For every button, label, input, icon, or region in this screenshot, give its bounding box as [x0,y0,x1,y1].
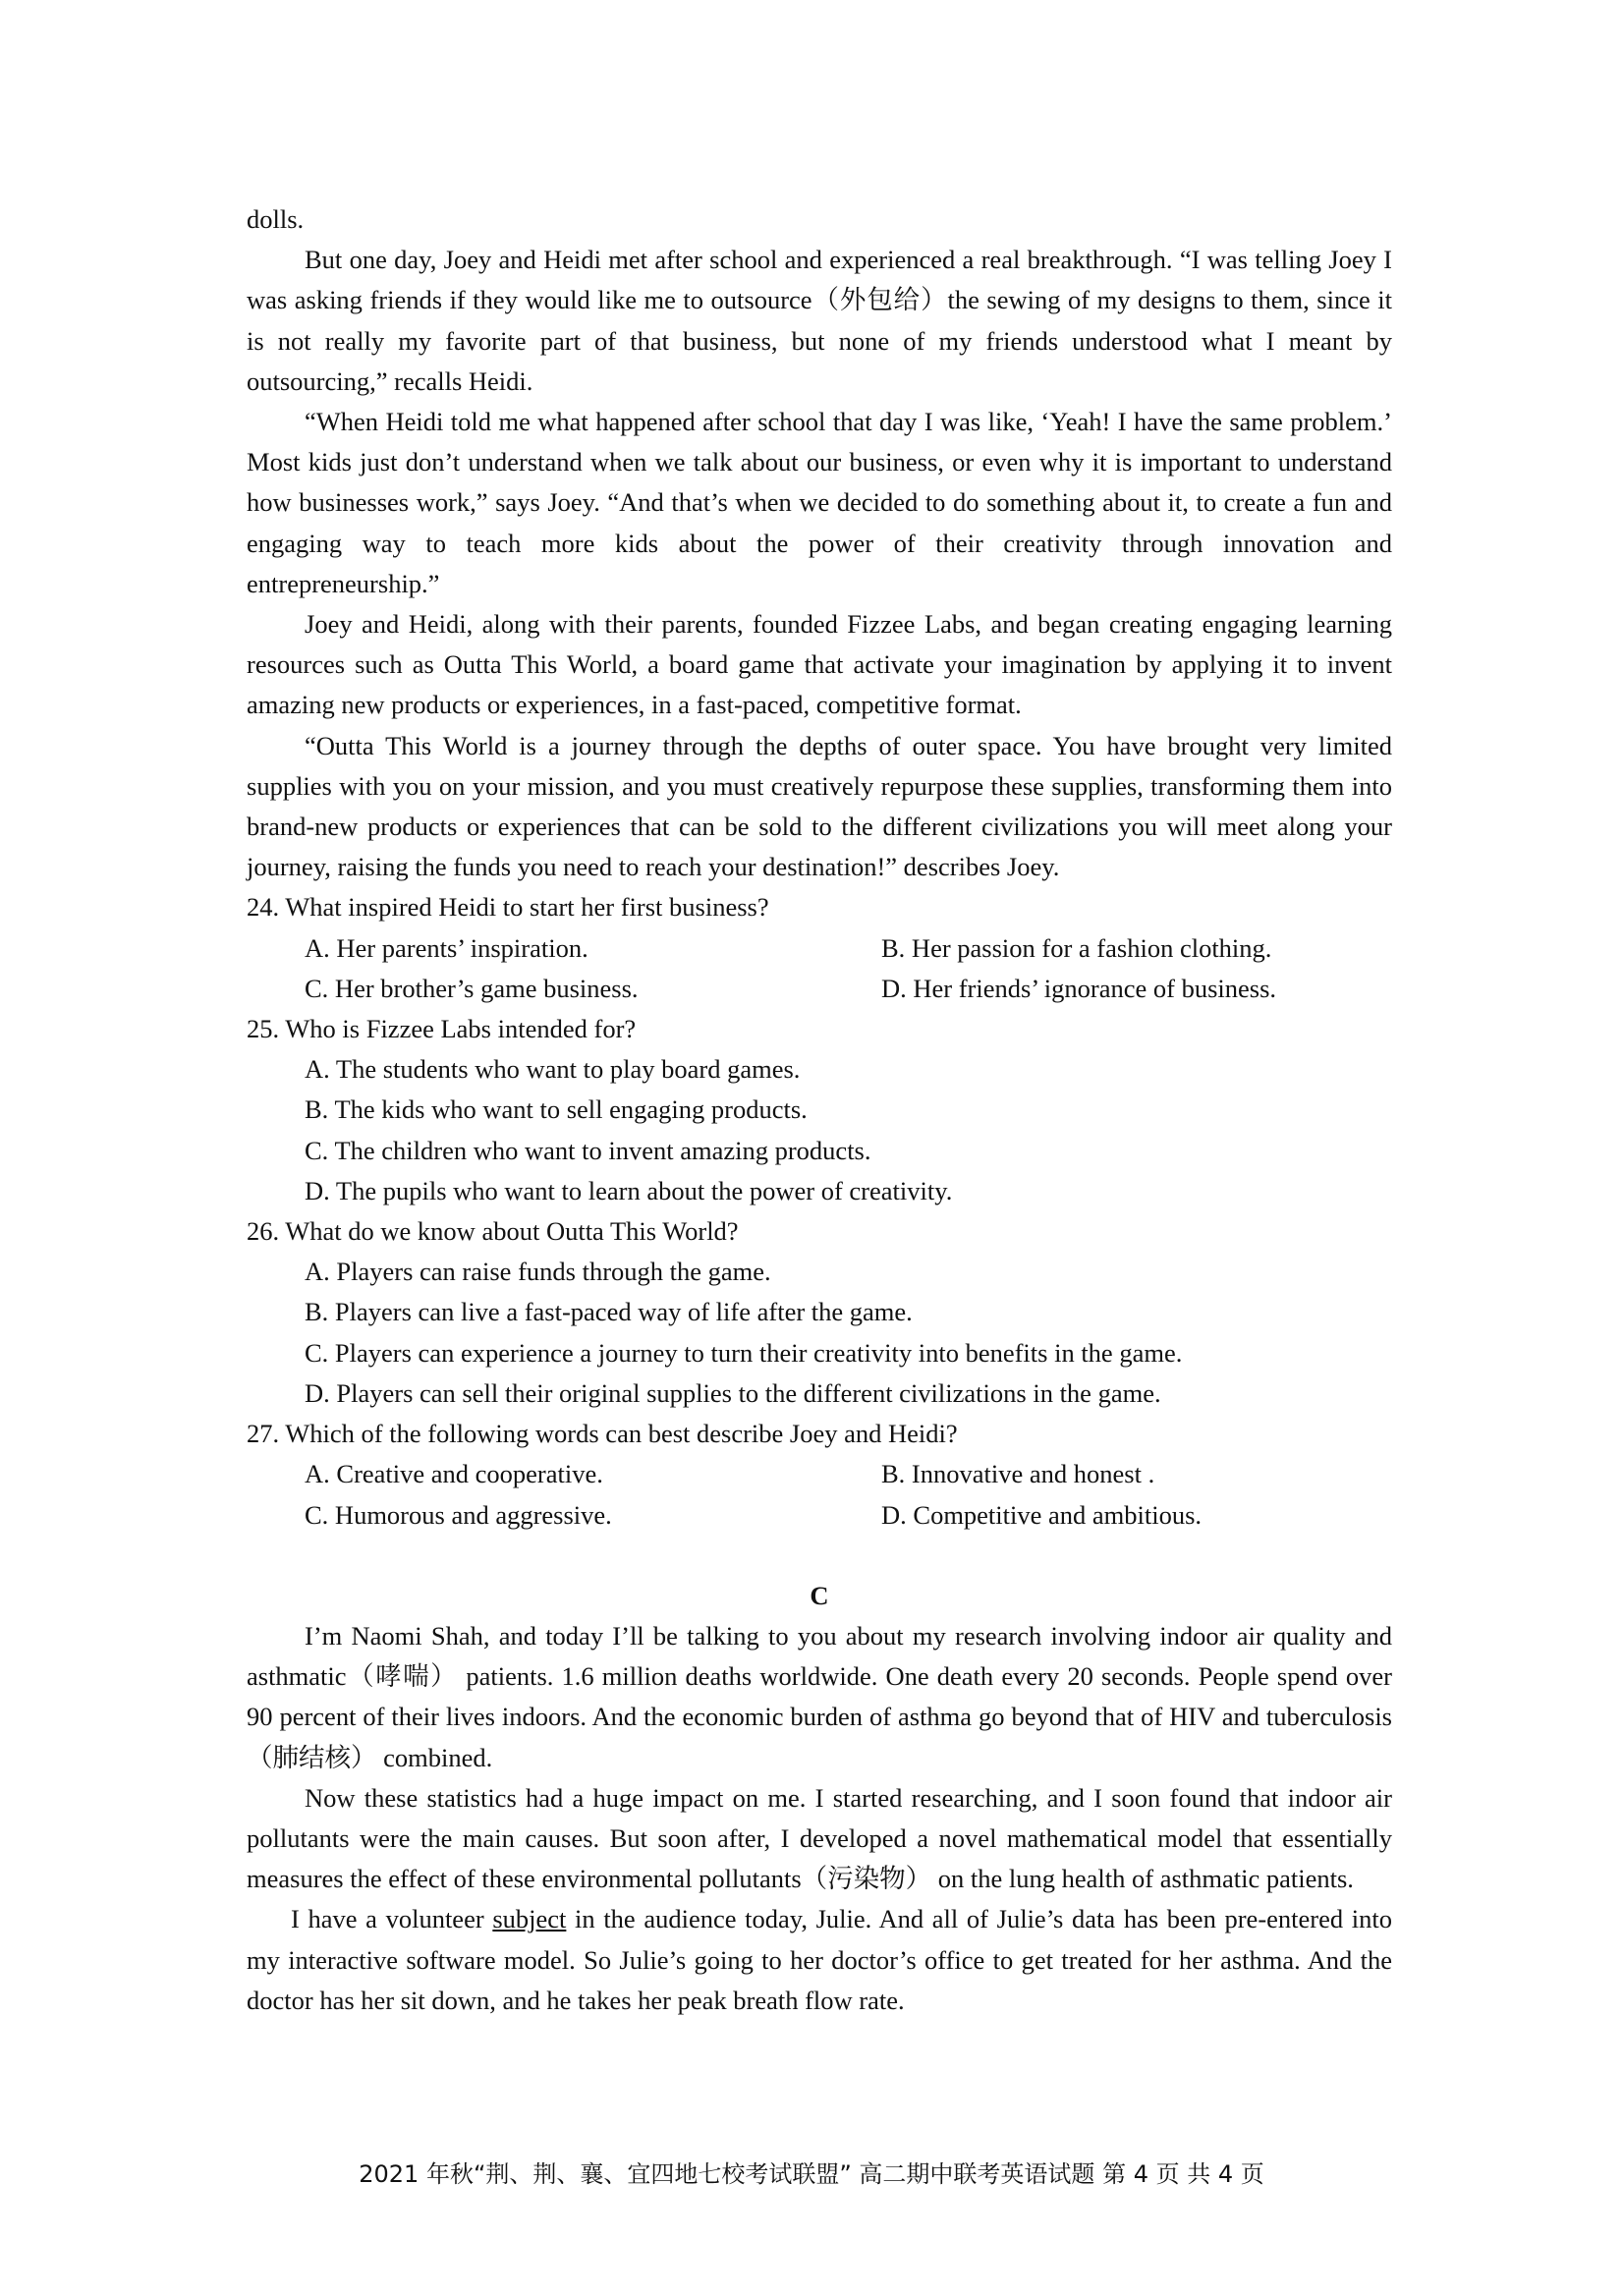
option-c: C. The children who want to invent amazing products. [305,1135,871,1165]
option-b: B. Her passion for a fashion clothing. [881,932,1272,963]
option-c: C. Her brother’s game business. [305,973,639,1003]
option-a: A. The students who want to play board games. [305,1054,801,1085]
question-24 [247,887,1392,1009]
question-stem: 26. What do we know about Outta This World? [247,1216,739,1247]
option-d: D. Players can sell their original supplies to the different civilizations in the game. [305,1377,1161,1408]
option-d: D. The pupils who want to learn about the power of creativity. [305,1175,953,1205]
option-d: D. Her friends’ ignorance of business. [881,973,1277,1003]
question-27 [247,1414,1392,1536]
passage-b-paragraph-1: But one day, Joey and Heidi met after school and experienced a real breakthrough. “I was telling Joey I was asking friends if they would like me to outsource（外包给）the sewing of my designs to them, since it is not really my favorite part of that business, but none of my friends understood what I meant by outsourcing,” recalls Heidi. [247,245,1392,396]
passage-b-line: dolls. [247,204,305,234]
option-c: C. Humorous and aggressive. [305,1499,612,1530]
passage-c-paragraph-1: I’m Naomi Shah, and today I’ll be talking to you about my research involving indoor air quality and asthmatic（哮喘） patients. 1.6 million deaths worldwide. One death every 20 seconds. People spend over 90 percent of their lives indoors. And the economic burden of asthma go beyond that of HIV and tuberculosis（肺结核） combined. [247,1620,1392,1772]
underlined-word: subject [492,1904,567,1934]
text-run: I have a volunteer [291,1904,493,1934]
page-footer: 2021 年秋“荆、荆、襄、宜四地七校考试联盟” 高二期中联考英语试题 第 4 页 共 4 页 [359,2160,1264,2188]
option-a: A. Her parents’ inspiration. [305,932,588,963]
passage-c-paragraph-2: Now these statistics had a huge impact on me. I started researching, and I soon found that indoor air pollutants were the main causes. But soon after, I developed a novel mathematical model that essentially measures the effect of these environmental pollutants（污染物） on the lung health of asthmatic patients. [247,1782,1392,1894]
passage-b-paragraph-3: Joey and Heidi, along with their parents, founded Fizzee Labs, and began creating engaging learning resources such as Outta This World, a board game that activate your imagination by applying it to invent amazing new products or experiences, in a fast-paced, competitive format. [247,609,1392,720]
text-run: in the audience today, Julie. And all of Julie’s data has been pre-entered into my interactive software model. So Julie’s going to her doctor’s office to get treated for her asthma. And the doctor has her sit down, and he takes her peak breath flow rate. [247,1904,1392,2015]
option-a: A. Players can raise funds through the game. [305,1257,771,1287]
question-25 [247,1009,1392,1211]
question-stem: 24. What inspired Heidi to start her first business? [247,892,769,923]
question-26 [247,1211,1392,1414]
option-b: B. The kids who want to sell engaging products. [305,1094,808,1125]
exam-page [247,199,1392,2021]
passage-b-paragraph-4: “Outta This World is a journey through the depths of outer space. You have brought very limited supplies with you on your mission, and you must creatively repurpose these supplies, transforming them into brand-new products or experiences that can be sold to the different civilizations you will meet along your journey, raising the funds you need to reach your destination!” describes Joey. [247,730,1392,882]
option-a: A. Creative and cooperative. [305,1459,603,1489]
option-d: D. Competitive and ambitious. [881,1499,1203,1530]
question-stem: 25. Who is Fizzee Labs intended for? [247,1014,637,1044]
section-title: C [810,1580,829,1610]
passage-c-paragraph-3 [247,1899,1392,2021]
option-b: B. Players can live a fast-paced way of life after the game. [305,1297,913,1327]
option-b: B. Innovative and honest . [881,1459,1155,1489]
passage-b-paragraph-2: “When Heidi told me what happened after school that day I was like, ‘Yeah! I have the same problem.’ Most kids just don’t understand when we talk about our business, or even why it is important to understand how businesses work,” says Joey. “And that’s when we decided to do something about it, to create a fun and engaging way to teach more kids about the power of their creativity through innovation and entrepreneurship.” [247,407,1392,598]
question-stem: 27. Which of the following words can best describe Joey and Heidi? [247,1419,958,1449]
option-c: C. Players can experience a journey to turn their creativity into benefits in the game. [305,1337,1183,1368]
